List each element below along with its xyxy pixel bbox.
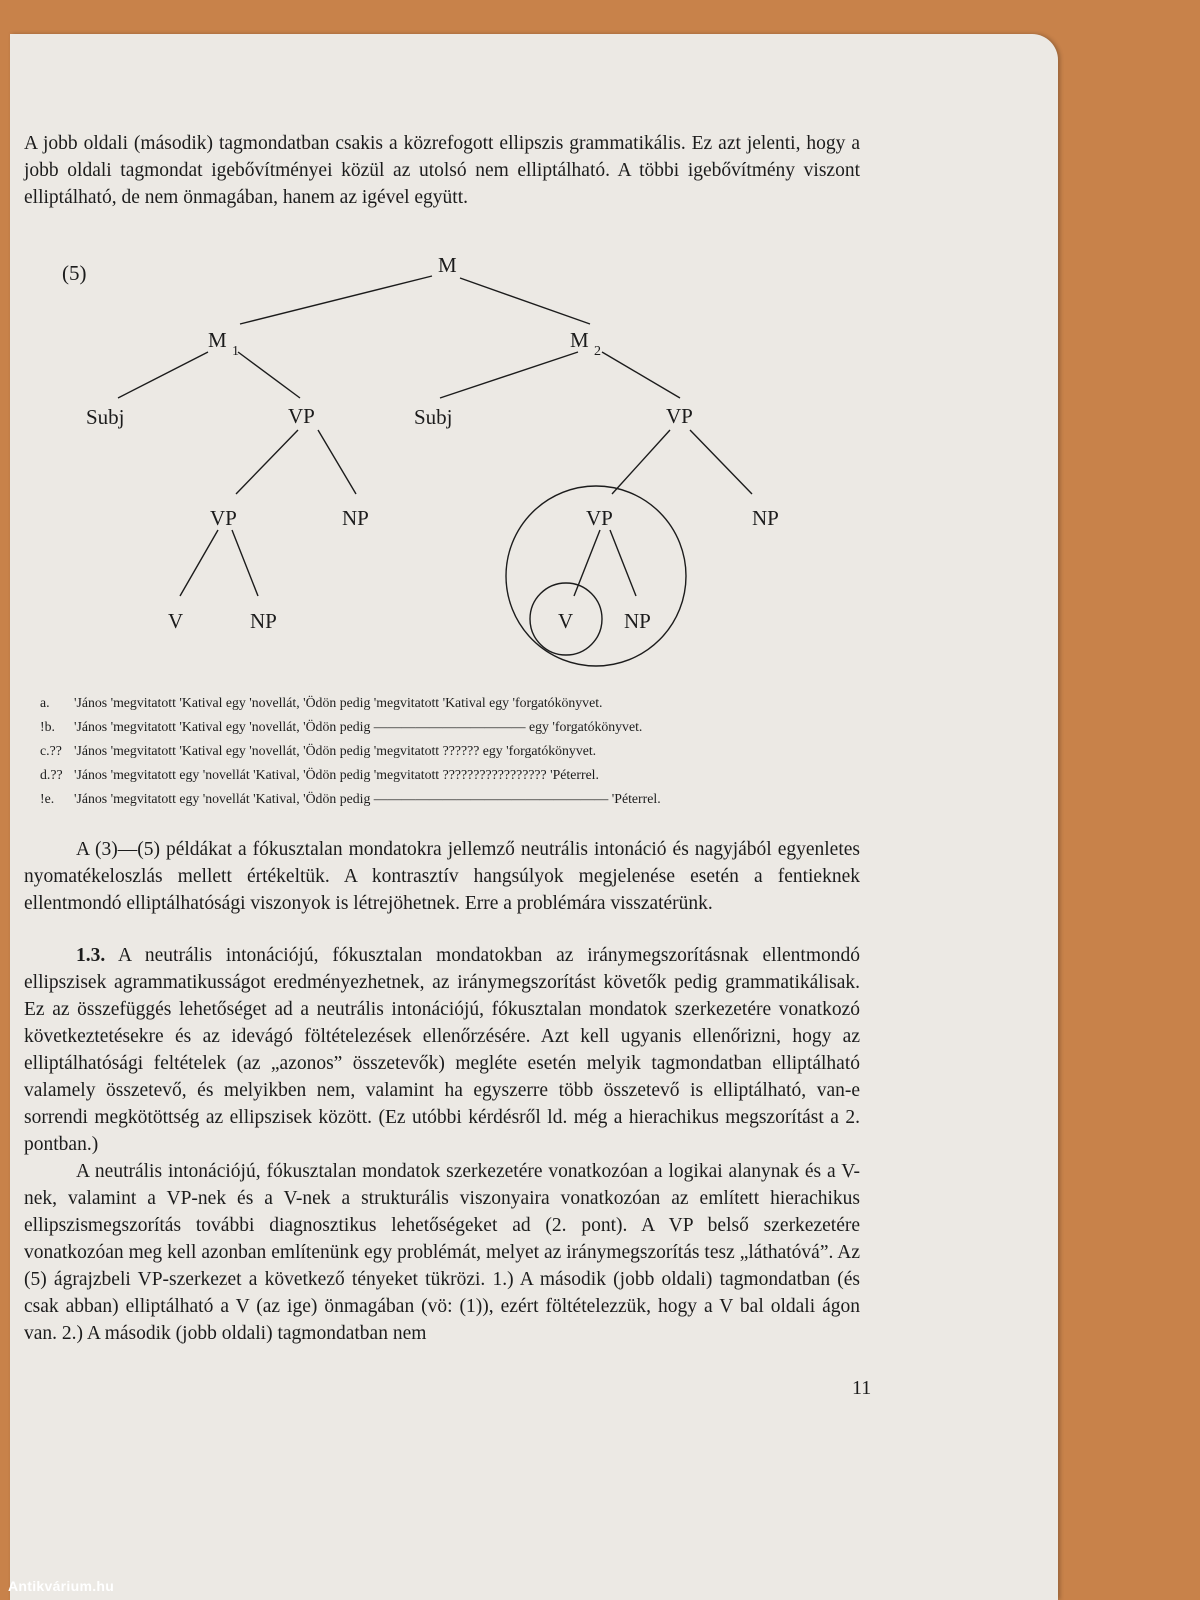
node-vp-right: VP [666, 404, 693, 428]
example-label: c.?? [40, 743, 62, 758]
example-label: a. [40, 695, 50, 710]
node-subj-left: Subj [86, 405, 125, 429]
edge-left-vp-np [318, 430, 356, 494]
example-text: 'János 'megvitatott 'Katival egy 'novellát, 'Ödön pedig 'megvitatott 'Katival egy 'forgatókönyvet. [74, 695, 603, 710]
edge-m2-subj [440, 352, 578, 398]
node-np-right: NP [752, 506, 779, 530]
node-m1-subscript: 1 [232, 344, 239, 359]
edge-left-inner-v [180, 530, 218, 596]
example-a [40, 695, 850, 711]
edge-left-inner-np [232, 530, 258, 596]
example-text: 'János 'megvitatott egy 'novellát 'Katival, 'Ödön pedig ————————————————— 'Péterrel. [74, 791, 661, 806]
edge-right-inner-v [574, 530, 600, 596]
paragraph-intro: A jobb oldali (második) tagmondatban csakis a közrefogott ellipszis grammatikális. Ez azt jelenti, hogy a jobb oldali tagmondat igebővítményei közül az utolsó nem elliptálható. A többi igebővítmény viszont elliptálható, de nem önmagában, hanem az igével együtt. [24, 133, 860, 208]
node-m-root: M [438, 253, 457, 277]
node-v-left: V [168, 609, 184, 633]
example-c [40, 743, 850, 759]
edge-m1-vp [238, 352, 300, 398]
node-m1: M [208, 328, 227, 352]
example-label: !e. [40, 791, 55, 806]
paragraph-intonation: A (3)—(5) példákat a fókusztalan mondatokra jellemző neutrális intonáció és nagyjából egyenletes nyomatékeloszlás mellett értékeltük. A kontrasztív hangsúlyok megjelenése esetén a fentieknek ellentmondó elliptálhatósági viszonyok is létrejöhetnek. Erre a problémára visszatérünk. [24, 839, 860, 914]
edge-right-inner-np [610, 530, 636, 596]
paragraph-vp-structure: A neutrális intonációjú, fókusztalan mondatok szerkezetére vonatkozóan a logikai alanynak és a V-nek, valamint a VP-nek és a V-nek a strukturális viszonyaira vonatkozóan az említett hierachikus ellipszismegszorítás további diagnosztikus lehetőségeket ad (2. pont). A VP belső szerkezetére vonatkozóan meg kell azonban említenünk egy problémát, melyet az iránymegszorítás tesz „láthatóvá”. Az (5) ágrajzbeli VP-szerkezet a következő tényeket tükrözi. 1.) A második (jobb oldali) tagmondatban (és csak abban) elliptálható a V (az ige) önmagában (vö: (1)), ezért föltételezzük, hogy a V bal oldali ágon van. 2.) A második (jobb oldali) tagmondatban nem [24, 1161, 860, 1344]
node-vp-right-inner: VP [586, 506, 613, 530]
section-body: A neutrális intonációjú, fókusztalan mondatokban az iránymegszorításnak ellentmondó ellipszisek agrammatikusságot eredményezhetnek, az iránymegszorítást követők pedig grammatikálisak. Ez az összefüggés lehetőséget ad a neutrális intonációjú, fókusztalan mondatok szerkezetére vonatkozó következtetésekre és az idevágó föltételezések ellenőrzésére. Azt kell ugyanis ellenőrizni, hogy az elliptálhatósági feltételek (az „azonos” összetevők) megléte esetén melyik tagmondatban elliptálható valamely összetevő, és melyikben nem, valamint ha egyszerre több összetevő is elliptálható, van-e sorrendi megkötöttség az ellipszisek között. (Ez utóbbi kérdésről ld. még a hierachikus megszorítást a 2. pontban.) [24, 945, 860, 1155]
edge-right-vp-vp [612, 430, 670, 494]
node-np-left: NP [342, 506, 369, 530]
node-vp-left: VP [288, 404, 315, 428]
section-heading: 1.3. [76, 945, 106, 966]
watermark: Antikvárium.hu [8, 1578, 115, 1594]
example-e [40, 791, 850, 807]
example-text: 'János 'megvitatott 'Katival egy 'novellát, 'Ödön pedig ——————————— egy 'forgatókönyvet. [74, 719, 643, 734]
edge-m-m2 [460, 278, 590, 324]
page-number: 11 [852, 1377, 872, 1399]
node-v-right: V [558, 609, 574, 633]
node-subj-right: Subj [414, 405, 453, 429]
example-label: d.?? [40, 767, 63, 782]
example-text: 'János 'megvitatott 'Katival egy 'novellát, 'Ödön pedig 'megvitatott ?????? egy 'forgatókönyvet. [74, 743, 597, 758]
example-label: !b. [40, 719, 55, 734]
edge-left-vp-vp [236, 430, 298, 494]
example-b [40, 719, 850, 735]
edge-m1-subj [118, 352, 208, 398]
edge-m2-vp [602, 352, 680, 398]
node-m2-subscript: 2 [594, 344, 601, 359]
edge-m-m1 [240, 276, 432, 324]
paragraph-section-1-3 [24, 942, 860, 1158]
node-np-left-inner: NP [250, 609, 277, 633]
edge-right-vp-np [690, 430, 752, 494]
syntax-tree-diagram [0, 0, 1200, 700]
node-np-right-inner: NP [624, 609, 651, 633]
node-m2: M [570, 328, 589, 352]
example-number-label: (5) [62, 261, 87, 285]
example-text: 'János 'megvitatott egy 'novellát 'Katival, 'Ödön pedig 'megvitatott ????????????????? 'Péterrel. [74, 767, 599, 782]
node-vp-left-inner: VP [210, 506, 237, 530]
example-d [40, 767, 850, 783]
